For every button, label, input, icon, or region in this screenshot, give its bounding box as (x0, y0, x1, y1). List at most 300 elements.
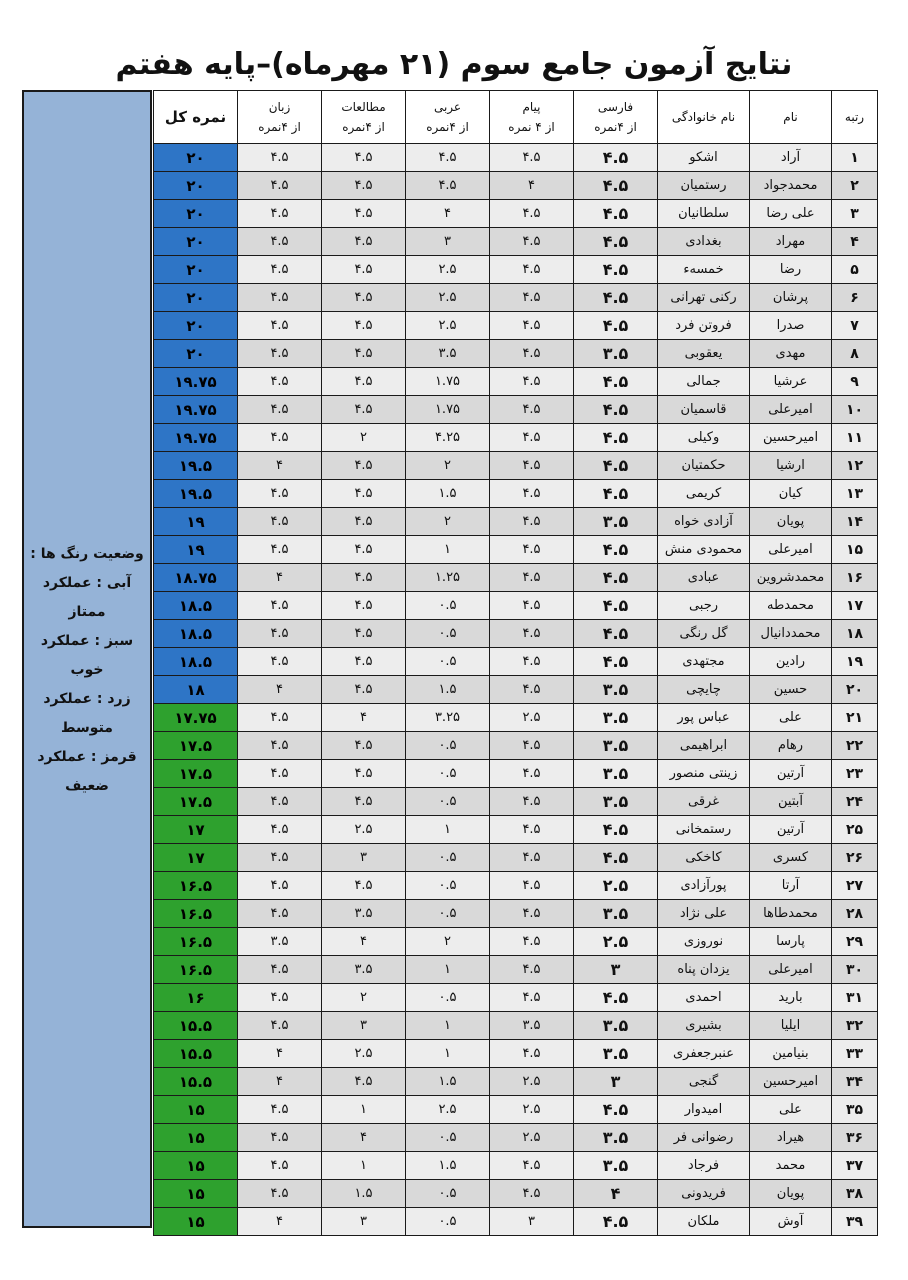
cell-zaban: ۴.۵ (238, 480, 322, 508)
cell-farsi: ۴.۵ (574, 1208, 658, 1236)
cell-total: ۱۵ (154, 1208, 238, 1236)
legend-heading: وضعیت رنگ ها : (30, 546, 144, 562)
cell-arabi: ۱.۵ (406, 676, 490, 704)
cell-motaleat: ۳.۵ (322, 900, 406, 928)
table-row (154, 228, 878, 256)
cell-payam: ۴.۵ (490, 508, 574, 536)
cell-arabi: ۳ (406, 228, 490, 256)
cell-rank: ۱۶ (832, 564, 878, 592)
legend-item-blue: آبی : عملکرد ممتاز (42, 575, 132, 620)
cell-rank: ۲۰ (832, 676, 878, 704)
cell-total: ۱۸.۵ (154, 648, 238, 676)
cell-arabi: ۲ (406, 928, 490, 956)
cell-total: ۲۰ (154, 172, 238, 200)
cell-name: بارید (750, 984, 832, 1012)
cell-zaban: ۴.۵ (238, 144, 322, 172)
cell-name: محمدجواد (750, 172, 832, 200)
cell-name: محمدشروین (750, 564, 832, 592)
cell-family: رضوانی فر (658, 1124, 750, 1152)
cell-total: ۱۹.۷۵ (154, 424, 238, 452)
header-arabi-subject: عربی (433, 100, 462, 114)
cell-name: امیرحسین (750, 424, 832, 452)
cell-motaleat: ۴.۵ (322, 1068, 406, 1096)
cell-motaleat: ۴.۵ (322, 620, 406, 648)
cell-name: علی رضا (750, 200, 832, 228)
cell-zaban: ۴ (238, 564, 322, 592)
header-arabi-max: از ۴نمره (426, 120, 469, 134)
cell-farsi: ۴.۵ (574, 816, 658, 844)
cell-total: ۱۸.۵ (154, 592, 238, 620)
cell-arabi: ۱.۷۵ (406, 368, 490, 396)
cell-total: ۱۷.۵ (154, 732, 238, 760)
cell-family: رستمخانی (658, 816, 750, 844)
table-row (154, 312, 878, 340)
cell-farsi: ۳.۵ (574, 1040, 658, 1068)
cell-motaleat: ۴.۵ (322, 284, 406, 312)
cell-zaban: ۴.۵ (238, 1012, 322, 1040)
cell-zaban: ۴.۵ (238, 1180, 322, 1208)
cell-farsi: ۳.۵ (574, 676, 658, 704)
cell-total: ۲۰ (154, 228, 238, 256)
cell-motaleat: ۴.۵ (322, 648, 406, 676)
cell-farsi: ۲.۵ (574, 872, 658, 900)
cell-total: ۱۸ (154, 676, 238, 704)
cell-motaleat: ۴.۵ (322, 228, 406, 256)
cell-arabi: ۰.۵ (406, 1208, 490, 1236)
cell-rank: ۲۴ (832, 788, 878, 816)
cell-payam: ۲.۵ (490, 1096, 574, 1124)
cell-name: امیرعلی (750, 536, 832, 564)
cell-name: رهام (750, 732, 832, 760)
cell-arabi: ۰.۵ (406, 788, 490, 816)
cell-total: ۱۵ (154, 1180, 238, 1208)
cell-rank: ۱ (832, 144, 878, 172)
cell-payam: ۴.۵ (490, 340, 574, 368)
cell-rank: ۵ (832, 256, 878, 284)
cell-family: رکنی تهرانی (658, 284, 750, 312)
cell-family: احمدی (658, 984, 750, 1012)
cell-name: محمدطاها (750, 900, 832, 928)
cell-arabi: ۱ (406, 536, 490, 564)
cell-arabi: ۱ (406, 1012, 490, 1040)
cell-zaban: ۴.۵ (238, 956, 322, 984)
cell-farsi: ۴.۵ (574, 256, 658, 284)
cell-zaban: ۴.۵ (238, 228, 322, 256)
cell-family: کاخکی (658, 844, 750, 872)
cell-total: ۲۰ (154, 312, 238, 340)
cell-name: پویان (750, 508, 832, 536)
cell-farsi: ۳.۵ (574, 1124, 658, 1152)
cell-rank: ۳۷ (832, 1152, 878, 1180)
cell-payam: ۴.۵ (490, 620, 574, 648)
page-title: نتایج آزمون جامع سوم (۲۱ مهرماه)–پایه هفتم (115, 47, 793, 82)
cell-motaleat: ۲.۵ (322, 816, 406, 844)
cell-farsi: ۴.۵ (574, 396, 658, 424)
legend-item-green: سبز : عملکرد خوب (40, 633, 134, 678)
cell-total: ۱۹.۷۵ (154, 396, 238, 424)
cell-motaleat: ۴.۵ (322, 256, 406, 284)
cell-family: فریدونی (658, 1180, 750, 1208)
table-row (154, 256, 878, 284)
cell-name: آبتین (750, 788, 832, 816)
legend-item-red: قرمز : عملکرد ضعیف (37, 749, 137, 794)
cell-family: علی نژاد (658, 900, 750, 928)
table-row (154, 760, 878, 788)
cell-total: ۱۷.۷۵ (154, 704, 238, 732)
table-row (154, 732, 878, 760)
cell-total: ۱۶.۵ (154, 928, 238, 956)
cell-arabi: ۳.۲۵ (406, 704, 490, 732)
header-farsi-subject: فارسی (597, 100, 634, 114)
cell-farsi: ۴.۵ (574, 648, 658, 676)
cell-name: آرتین (750, 760, 832, 788)
table-row (154, 872, 878, 900)
cell-total: ۱۶.۵ (154, 956, 238, 984)
cell-zaban: ۴.۵ (238, 592, 322, 620)
cell-family: یزدان پناه (658, 956, 750, 984)
cell-motaleat: ۴ (322, 1124, 406, 1152)
cell-arabi: ۰.۵ (406, 592, 490, 620)
cell-zaban: ۴.۵ (238, 984, 322, 1012)
cell-farsi: ۳.۵ (574, 788, 658, 816)
cell-rank: ۲۵ (832, 816, 878, 844)
table-row (154, 144, 878, 172)
cell-payam: ۴.۵ (490, 816, 574, 844)
cell-arabi: ۳.۵ (406, 340, 490, 368)
cell-payam: ۲.۵ (490, 1124, 574, 1152)
header-family: نام خانوادگی (658, 91, 750, 144)
cell-total: ۱۷.۵ (154, 760, 238, 788)
cell-farsi: ۴.۵ (574, 172, 658, 200)
cell-payam: ۲.۵ (490, 1068, 574, 1096)
cell-zaban: ۴ (238, 1040, 322, 1068)
cell-family: آزادی خواه (658, 508, 750, 536)
table-row (154, 648, 878, 676)
cell-zaban: ۴.۵ (238, 760, 322, 788)
table-row (154, 396, 878, 424)
cell-motaleat: ۱.۵ (322, 1180, 406, 1208)
cell-zaban: ۴.۵ (238, 172, 322, 200)
cell-rank: ۳۵ (832, 1096, 878, 1124)
cell-farsi: ۳.۵ (574, 1152, 658, 1180)
cell-family: وکیلی (658, 424, 750, 452)
cell-name: مهراد (750, 228, 832, 256)
cell-rank: ۱۳ (832, 480, 878, 508)
table-row (154, 424, 878, 452)
cell-family: عنبرجعفری (658, 1040, 750, 1068)
cell-payam: ۴.۵ (490, 256, 574, 284)
table-row (154, 340, 878, 368)
cell-zaban: ۴.۵ (238, 1096, 322, 1124)
cell-farsi: ۴.۵ (574, 1096, 658, 1124)
cell-name: آراد (750, 144, 832, 172)
cell-total: ۱۹.۷۵ (154, 368, 238, 396)
cell-name: محمد (750, 1152, 832, 1180)
cell-rank: ۳۴ (832, 1068, 878, 1096)
cell-arabi: ۱.۲۵ (406, 564, 490, 592)
cell-name: محمدطه (750, 592, 832, 620)
cell-payam: ۴.۵ (490, 900, 574, 928)
cell-family: عباس پور (658, 704, 750, 732)
cell-payam: ۴.۵ (490, 368, 574, 396)
cell-zaban: ۴.۵ (238, 844, 322, 872)
cell-total: ۱۷ (154, 844, 238, 872)
cell-arabi: ۰.۵ (406, 760, 490, 788)
cell-total: ۱۷ (154, 816, 238, 844)
cell-farsi: ۴.۵ (574, 592, 658, 620)
cell-total: ۱۵ (154, 1096, 238, 1124)
cell-name: پویان (750, 1180, 832, 1208)
cell-total: ۱۶ (154, 984, 238, 1012)
cell-farsi: ۴.۵ (574, 228, 658, 256)
cell-zaban: ۴.۵ (238, 312, 322, 340)
cell-payam: ۴.۵ (490, 676, 574, 704)
cell-arabi: ۲ (406, 508, 490, 536)
cell-total: ۱۶.۵ (154, 900, 238, 928)
cell-zaban: ۴.۵ (238, 1124, 322, 1152)
cell-farsi: ۴ (574, 1180, 658, 1208)
cell-rank: ۷ (832, 312, 878, 340)
cell-total: ۱۵.۵ (154, 1040, 238, 1068)
table-row (154, 676, 878, 704)
cell-rank: ۹ (832, 368, 878, 396)
header-farsi (574, 91, 658, 144)
cell-family: بشیری (658, 1012, 750, 1040)
cell-motaleat: ۴.۵ (322, 508, 406, 536)
cell-payam: ۴.۵ (490, 424, 574, 452)
cell-family: پورآزادی (658, 872, 750, 900)
cell-name: پارسا (750, 928, 832, 956)
cell-arabi: ۲.۵ (406, 256, 490, 284)
cell-arabi: ۴.۵ (406, 144, 490, 172)
cell-farsi: ۴.۵ (574, 984, 658, 1012)
cell-zaban: ۴.۵ (238, 396, 322, 424)
cell-farsi: ۳.۵ (574, 900, 658, 928)
cell-name: آوش (750, 1208, 832, 1236)
cell-motaleat: ۴.۵ (322, 396, 406, 424)
cell-payam: ۴.۵ (490, 732, 574, 760)
cell-farsi: ۴.۵ (574, 536, 658, 564)
table-row (154, 368, 878, 396)
cell-arabi: ۴.۵ (406, 172, 490, 200)
cell-payam: ۴.۵ (490, 284, 574, 312)
cell-family: سلطانیان (658, 200, 750, 228)
table-row (154, 452, 878, 480)
cell-total: ۱۹ (154, 536, 238, 564)
cell-family: محمودی منش (658, 536, 750, 564)
cell-farsi: ۳.۵ (574, 704, 658, 732)
cell-name: امیرحسین (750, 1068, 832, 1096)
cell-total: ۱۹ (154, 508, 238, 536)
cell-payam: ۴.۵ (490, 592, 574, 620)
table-row (154, 704, 878, 732)
color-legend (22, 90, 152, 1228)
cell-zaban: ۴.۵ (238, 732, 322, 760)
cell-total: ۱۸.۵ (154, 620, 238, 648)
cell-total: ۲۰ (154, 200, 238, 228)
cell-rank: ۲۶ (832, 844, 878, 872)
cell-family: یعقوبی (658, 340, 750, 368)
cell-total: ۲۰ (154, 284, 238, 312)
table-row (154, 788, 878, 816)
cell-rank: ۱۰ (832, 396, 878, 424)
cell-farsi: ۴.۵ (574, 200, 658, 228)
cell-rank: ۳۶ (832, 1124, 878, 1152)
cell-zaban: ۴.۵ (238, 200, 322, 228)
cell-total: ۱۷.۵ (154, 788, 238, 816)
cell-payam: ۴.۵ (490, 1152, 574, 1180)
header-row (154, 91, 878, 144)
cell-family: فرجاد (658, 1152, 750, 1180)
cell-farsi: ۳ (574, 1068, 658, 1096)
cell-farsi: ۳.۵ (574, 732, 658, 760)
cell-farsi: ۴.۵ (574, 452, 658, 480)
table-row (154, 956, 878, 984)
cell-name: آرتا (750, 872, 832, 900)
cell-zaban: ۴.۵ (238, 704, 322, 732)
header-payam-subject: پیام (522, 100, 541, 114)
cell-arabi: ۱.۵ (406, 1068, 490, 1096)
cell-motaleat: ۴.۵ (322, 592, 406, 620)
cell-farsi: ۴.۵ (574, 480, 658, 508)
cell-payam: ۴.۵ (490, 228, 574, 256)
cell-farsi: ۴.۵ (574, 564, 658, 592)
cell-zaban: ۴.۵ (238, 900, 322, 928)
cell-name: بنیامین (750, 1040, 832, 1068)
cell-zaban: ۴.۵ (238, 368, 322, 396)
table-row (154, 1208, 878, 1236)
cell-motaleat: ۱ (322, 1096, 406, 1124)
cell-total: ۱۶.۵ (154, 872, 238, 900)
cell-farsi: ۳ (574, 956, 658, 984)
cell-motaleat: ۴.۵ (322, 312, 406, 340)
cell-payam: ۴.۵ (490, 200, 574, 228)
cell-family: حکمتیان (658, 452, 750, 480)
cell-total: ۱۵ (154, 1124, 238, 1152)
table-row (154, 200, 878, 228)
header-motaleat (322, 91, 406, 144)
results-table (153, 90, 878, 1236)
cell-rank: ۲۳ (832, 760, 878, 788)
cell-name: امیرعلی (750, 956, 832, 984)
cell-rank: ۱۲ (832, 452, 878, 480)
cell-name: ارشیا (750, 452, 832, 480)
cell-zaban: ۴ (238, 1208, 322, 1236)
header-total: نمره کل (154, 91, 238, 144)
cell-name: ایلیا (750, 1012, 832, 1040)
cell-zaban: ۴ (238, 1068, 322, 1096)
header-payam-max: از ۴ نمره (508, 120, 555, 134)
cell-farsi: ۴.۵ (574, 424, 658, 452)
cell-payam: ۴.۵ (490, 312, 574, 340)
cell-zaban: ۴.۵ (238, 648, 322, 676)
cell-arabi: ۰.۵ (406, 900, 490, 928)
table-row (154, 172, 878, 200)
cell-name: صدرا (750, 312, 832, 340)
cell-family: فروتن فرد (658, 312, 750, 340)
table-row (154, 1068, 878, 1096)
header-payam (490, 91, 574, 144)
cell-payam: ۴.۵ (490, 648, 574, 676)
cell-motaleat: ۴.۵ (322, 172, 406, 200)
cell-arabi: ۱ (406, 956, 490, 984)
cell-total: ۲۰ (154, 340, 238, 368)
cell-family: رجبی (658, 592, 750, 620)
cell-motaleat: ۴.۵ (322, 536, 406, 564)
cell-arabi: ۱ (406, 816, 490, 844)
cell-family: چایچی (658, 676, 750, 704)
header-motaleat-max: از ۴نمره (342, 120, 385, 134)
cell-motaleat: ۴.۵ (322, 564, 406, 592)
cell-farsi: ۴.۵ (574, 312, 658, 340)
header-zaban-max: از ۴نمره (258, 120, 301, 134)
cell-payam: ۴.۵ (490, 956, 574, 984)
cell-rank: ۶ (832, 284, 878, 312)
cell-total: ۱۸.۷۵ (154, 564, 238, 592)
cell-family: بغدادی (658, 228, 750, 256)
cell-zaban: ۴ (238, 676, 322, 704)
table-row (154, 844, 878, 872)
cell-rank: ۲۸ (832, 900, 878, 928)
table-row (154, 1180, 878, 1208)
cell-family: اشکو (658, 144, 750, 172)
cell-zaban: ۴.۵ (238, 1152, 322, 1180)
cell-motaleat: ۴.۵ (322, 872, 406, 900)
cell-motaleat: ۳ (322, 1012, 406, 1040)
header-farsi-max: از ۴نمره (594, 120, 637, 134)
table-row (154, 900, 878, 928)
header-arabi (406, 91, 490, 144)
cell-name: محمددانیال (750, 620, 832, 648)
cell-payam: ۳ (490, 1208, 574, 1236)
cell-arabi: ۲.۵ (406, 312, 490, 340)
table-row (154, 284, 878, 312)
cell-arabi: ۲ (406, 452, 490, 480)
cell-arabi: ۰.۵ (406, 648, 490, 676)
cell-zaban: ۴.۵ (238, 816, 322, 844)
cell-arabi: ۰.۵ (406, 984, 490, 1012)
cell-motaleat: ۴.۵ (322, 788, 406, 816)
table-row (154, 1012, 878, 1040)
cell-name: کیان (750, 480, 832, 508)
cell-farsi: ۴.۵ (574, 144, 658, 172)
cell-rank: ۲۲ (832, 732, 878, 760)
cell-name: علی (750, 1096, 832, 1124)
cell-zaban: ۴.۵ (238, 508, 322, 536)
cell-rank: ۳۱ (832, 984, 878, 1012)
table-row (154, 620, 878, 648)
cell-total: ۲۰ (154, 144, 238, 172)
cell-arabi: ۱.۷۵ (406, 396, 490, 424)
cell-farsi: ۲.۵ (574, 928, 658, 956)
cell-name: هیراد (750, 1124, 832, 1152)
cell-name: رضا (750, 256, 832, 284)
cell-arabi: ۱ (406, 1040, 490, 1068)
table-row (154, 592, 878, 620)
cell-payam: ۴.۵ (490, 1040, 574, 1068)
cell-family: امیدوار (658, 1096, 750, 1124)
cell-payam: ۴.۵ (490, 1180, 574, 1208)
cell-motaleat: ۴.۵ (322, 732, 406, 760)
cell-payam: ۴.۵ (490, 788, 574, 816)
table-row (154, 928, 878, 956)
cell-name: امیرعلی (750, 396, 832, 424)
cell-payam: ۴.۵ (490, 760, 574, 788)
table-row (154, 1096, 878, 1124)
cell-zaban: ۴.۵ (238, 256, 322, 284)
cell-zaban: ۴ (238, 452, 322, 480)
header-zaban-subject: زبان (268, 100, 291, 114)
